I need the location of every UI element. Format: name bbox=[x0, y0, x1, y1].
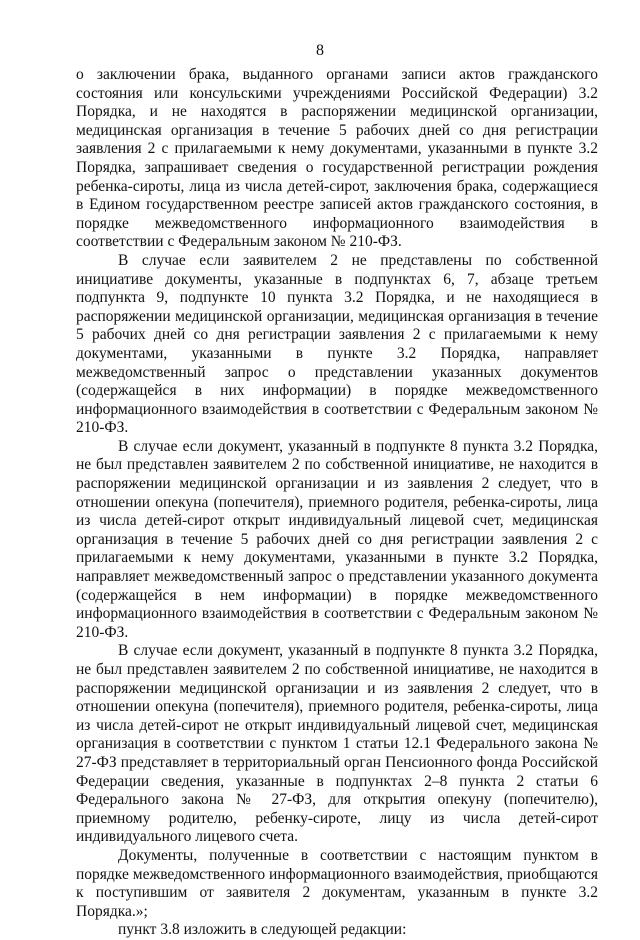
paragraph-line: документы, указанные в подпунктах 6, 7, абзаце третьем подпункта 9, подпункте bbox=[76, 270, 598, 307]
paragraph-line: № 27-ФЗ представляет в территориальный орган Пенсионного фонда Российской bbox=[76, 735, 598, 771]
paragraph-line: с Федеральным законом № 210-ФЗ. bbox=[167, 233, 402, 251]
paragraph-line: пункт 3.8 изложить в следующей редакции: bbox=[118, 921, 407, 939]
paragraph-line: в распоряжении медицинской организации и из заявления 2 следует, bbox=[76, 661, 599, 697]
paragraph-line: не был представлен заявителем 2 по собственной инициативе, не находится bbox=[76, 456, 586, 474]
paragraph-line: что в отношении опекуна (попечителя), приемного родителя, ребенка-сироты, bbox=[76, 679, 599, 716]
paragraph-line: лица из числа детей-сирот открыт индивидуальный лицевой счет, медицинская bbox=[76, 493, 598, 530]
paragraph-line: направляет межведомственный запрос о представлении указанного документа bbox=[76, 568, 598, 586]
paragraph-line: о заключении брака, выданного органами записи актов гражданского состояния bbox=[76, 66, 598, 102]
paragraph-line: межведомственного информационного взаимодействия, приобщаются bbox=[132, 865, 598, 883]
paragraph-line: с прилагаемыми к нему документами, указанными в пункте 3.2 Порядка, bbox=[76, 140, 598, 176]
paragraph-line: (содержащейся в нем информации) в порядке межведомственного bbox=[76, 586, 598, 604]
paragraph bbox=[76, 252, 598, 438]
paragraph-line: с прилагаемыми к нему документами, указанными в пункте 3.2 Порядка, bbox=[76, 530, 599, 567]
paragraph-line: в пункте 3.2 Порядка, направляет межведомственный запрос о представлении bbox=[76, 344, 598, 381]
paragraph bbox=[76, 921, 598, 940]
paragraph-line: государственном реестре записей актов гражданского состояния, в порядке bbox=[76, 196, 598, 232]
paragraph-line: организации, медицинская организация в течение 5 рабочих дней со дня bbox=[76, 307, 599, 344]
paragraph-line: № 210-ФЗ. bbox=[76, 605, 598, 641]
paragraph-line: к поступившим от заявителя 2 документам, указанным в пункте 3.2 Порядка.»; bbox=[76, 884, 598, 920]
paragraph-line: запрашивает сведения о государственной регистрации рождения ребенка-сироты, bbox=[76, 158, 598, 195]
paragraph bbox=[76, 438, 598, 643]
paragraph-line: лица из числа детей-сирот, заключения брака, содержащиеся в Едином bbox=[76, 177, 599, 214]
paragraph-line: ребенку-сироте, лицу из числа детей-сирот индивидуального лицевого счета. bbox=[76, 809, 598, 846]
paragraph-line: Федерации сведения, указанные в подпунктах 2–8 пункта 2 статьи 6 Федерального bbox=[76, 772, 598, 809]
paragraph-line: информационного взаимодействия в соответствии с Федеральным законом bbox=[76, 605, 579, 623]
paragraph-line: лица из числа детей-сирот не открыт индивидуальный лицевой счет, медицинская bbox=[76, 698, 598, 734]
paragraph-line: закона № 27-ФЗ, для открытия опекуну (попечителю), приемному родителю, bbox=[76, 791, 598, 827]
paragraph-line: межведомственного информационного взаимодействия в соответствии bbox=[76, 382, 598, 418]
paragraph-line: организация в течение 5 рабочих дней со дня регистрации заявления 2 bbox=[76, 121, 599, 158]
paragraph-line: не был представлен заявителем 2 по собственной инициативе, не находится bbox=[76, 661, 586, 678]
paragraph-line: В случае если документ, указанный в подпункте 8 пункта 3.2 Порядка, bbox=[118, 437, 598, 455]
paragraph-line: в распоряжении медицинской организации и из заявления 2 следует, bbox=[76, 456, 599, 493]
paragraph-line: с Федеральным законом № 210-ФЗ. bbox=[76, 400, 598, 437]
paragraph-line: организация в соответствии с пунктом 1 статьи 12.1 Федерального закона bbox=[76, 735, 578, 753]
paragraph-line: или консульскими учреждениями Российской Федерации) 3.2 Порядка, bbox=[76, 84, 599, 121]
paragraph-line: Документы, полученные в соответствии с настоящим пунктом в порядке bbox=[76, 846, 598, 883]
paragraph-line: что в отношении опекуна (попечителя), приемного родителя, ребенка-сироты, bbox=[76, 475, 599, 511]
paragraph bbox=[76, 642, 598, 847]
page-number: 8 bbox=[316, 42, 324, 59]
paragraph-line: В случае если документ, указанный в подпункте 8 пункта 3.2 Порядка, bbox=[118, 642, 598, 660]
paragraph-line: указанных документов (содержащейся в них информации) в порядке bbox=[76, 363, 599, 400]
paragraph bbox=[76, 847, 598, 921]
paragraph-line: регистрации заявления 2 с прилагаемыми к нему документами, указанными bbox=[76, 326, 598, 362]
paragraph-line: В случае если заявителем 2 не представлены по собственной инициативе bbox=[76, 251, 598, 288]
paragraph-line: межведомственного информационного взаимодействия в соответствии bbox=[76, 214, 598, 251]
paragraph bbox=[76, 66, 598, 252]
document-body bbox=[76, 66, 598, 940]
paragraph-line: и не находятся в распоряжении медицинской организации, медицинская bbox=[76, 103, 598, 139]
paragraph-line: 10 пункта 3.2 Порядка, и не находящиеся в распоряжении медицинской bbox=[76, 289, 598, 325]
paragraph-line: организация в течение 5 рабочих дней со дня регистрации заявления 2 bbox=[76, 530, 584, 548]
